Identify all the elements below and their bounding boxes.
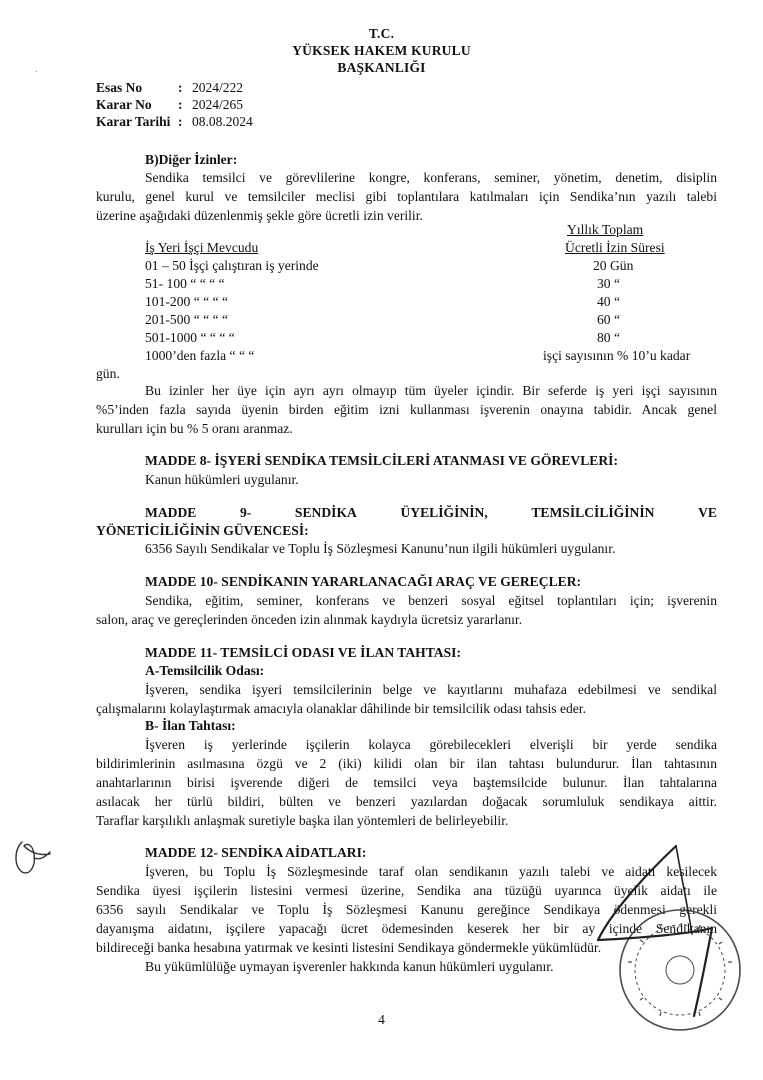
madde11-b-line1: İşveren iş yerlerinde işçilerin kolayca görebilecekleri elverişli bir yerde sendika <box>145 737 717 752</box>
madde9-heading-line2: YÖNETİCİLİĞİNİN GÜVENCESİ: <box>96 523 309 538</box>
madde10-body-line1: Sendika, eğitim, seminer, konferans ve benzeri sosyal eğitsel toplantıları için; işverenin <box>145 593 717 608</box>
madde11-a-line2: çalışmalarını kolaylaştırmak amacıyla olanaklar dâhilinde bir temsilcilik odası tahsis eder. <box>96 701 586 716</box>
madde9-word: TEMSİLCİLİĞİNİN <box>531 505 655 520</box>
meta-value: 2024/222 <box>192 80 244 95</box>
page-number: 4 <box>378 1012 385 1027</box>
madde12-line1: İşveren, bu Toplu İş Sözleşmesinde taraf olan sendikanın yazılı talebi ve aidatı kesilecek <box>145 864 717 879</box>
madde11-a-line1: İşveren, sendika işyeri temsilcilerinin belge ve kayıtlarını muhafaza edebilmesi ve sendikal <box>145 682 717 697</box>
meta-colon: : <box>178 114 183 129</box>
table-row-right: 20 Gün <box>593 258 634 273</box>
table-row-left: 01 – 50 İşçi çalıştıran iş yerinde <box>145 258 319 273</box>
header-presidency: BAŞKANLIĞI <box>337 60 426 75</box>
madde10-heading: MADDE 10- SENDİKANIN YARARLANACAĞI ARAÇ VE GEREÇLER: <box>145 574 582 589</box>
meta-label: Esas No <box>96 80 143 95</box>
meta-colon: : <box>178 80 183 95</box>
section-b-para2-line1: Bu izinler her üye için ayrı ayrı olmayıp tüm üyeler içindir. Bir seferde iş yeri işçi sayısının <box>145 383 717 398</box>
madde9-word: 9- <box>239 505 252 520</box>
madde11-sub-b: B- İlan Tahtası: <box>145 718 236 733</box>
meta-label: Karar No <box>96 97 152 112</box>
madde12-line5: bildireceği banka hesabına yatırmak ve kesinti listesini Sendikaya göndermekle yükümlüdür. <box>96 940 602 955</box>
madde11-heading: MADDE 11- TEMSİLCİ ODASI VE İLAN TAHTASI: <box>145 645 461 660</box>
table-row-right: işçi sayısının % 10’u kadar <box>543 348 691 363</box>
madde12-line4: dayanışma aidatını, işçilere yapacağı ücret ödemesinden keserek her bir ay içinde Sendikanın <box>96 921 717 936</box>
madde11-b-line2: bildirimlerinin asılmasına özgü ve 2 (iki) kilidi olan bir ilan tahtası bulundurur. İlan tahtasının <box>96 756 717 771</box>
madde9-word: ÜYELİĞİNİN, <box>400 505 488 520</box>
table-head-right-2: Ücretli İzin Süresi <box>565 240 665 255</box>
table-row-left: 201-500 “ “ “ “ <box>145 312 229 327</box>
table-row-right: 40 “ <box>597 294 621 309</box>
section-b-para2-line2: %5’inden fazla sayıda üyenin birden eğitim izni kullanması işverenin onayına tabidir. Ancak genel <box>96 402 717 417</box>
table-row-tail: gün. <box>96 366 120 381</box>
table-head-left: İş Yeri İşçi Mevcudu <box>145 240 259 255</box>
section-b-para2-line3: kurulları için bu % 5 oranı aranmaz. <box>96 421 293 436</box>
madde11-b-line3: anahtarlarının birisi işverende diğeri de temsilci veya baştemsilcide bulunur. İlan tahtalarına <box>96 775 717 790</box>
madde11-b-line4: asılacak her türlü bildiri, bülten ve benzeri yazılardan doğacak sorumluluk sendikaya aittir. <box>96 794 717 809</box>
madde9-word: SENDİKA <box>294 505 357 520</box>
table-row-left: 101-200 “ “ “ “ <box>145 294 229 309</box>
madde12-line3: 6356 sayılı Sendikalar ve Toplu İş Sözleşmesi Kanunu gereğince Sendikaya ödenmesi gerekli <box>96 902 717 917</box>
table-row-left: 51- 100 “ “ “ “ <box>145 276 225 291</box>
table-row-left: 501-1000 “ “ “ “ <box>145 330 235 345</box>
madde8-body: Kanun hükümleri uygulanır. <box>145 472 299 487</box>
header-tc: T.C. <box>368 26 395 41</box>
madde9-word: VE <box>698 505 717 520</box>
table-row-right: 60 “ <box>597 312 621 327</box>
meta-label: Karar Tarihi <box>96 114 171 129</box>
madde9-body: 6356 Sayılı Sendikalar ve Toplu İş Sözleşmesi Kanunu’nun ilgili hükümleri uygulanır. <box>145 541 616 556</box>
madde9-word: MADDE <box>145 505 197 520</box>
section-b-para1-line3: üzerine aşağıdaki düzenlenmiş şekle göre ücretli izin verilir. <box>96 208 423 223</box>
section-b-para1-line2: kurulu, genel kurul ve temsilciler meclisi gibi toplantılara katılmaları için Sendika’nın yazılı talebi <box>96 189 717 204</box>
madde10-body-line2: salon, araç ve gereçlerinden önceden izin alınmak kaydıyla ücretsiz yararlanır. <box>96 612 523 627</box>
table-head-right-1: Yıllık Toplam <box>567 222 644 237</box>
table-row-right: 30 “ <box>597 276 621 291</box>
section-b-para1-line1: Sendika temsilci ve görevlilerine kongre, konferans, seminer, yönetim, denetim, disiplin <box>145 170 717 185</box>
madde12-line2: Sendika üyesi işçilerin listesini vermesi üzerine, Sendika ana tüzüğü uyarınca üyelik aidatı ile <box>96 883 717 898</box>
meta-value: 2024/265 <box>192 97 244 112</box>
madde8-heading: MADDE 8- İŞYERİ SENDİKA TEMSİLCİLERİ ATANMASI VE GÖREVLERİ: <box>145 453 618 468</box>
madde12-heading: MADDE 12- SENDİKA AİDATLARI: <box>145 845 367 860</box>
meta-value: 08.08.2024 <box>192 114 253 129</box>
madde11-sub-a: A-Temsilcilik Odası: <box>145 663 265 678</box>
madde11-b-line5: Taraflar karşılıklı anlaşmak suretiyle başka ilan yöntemleri de belirleyebilir. <box>96 813 509 828</box>
meta-colon: : <box>178 97 183 112</box>
madde12-line6: Bu yükümlülüğe uymayan işverenler hakkında kanun hükümleri uygulanır. <box>145 959 554 974</box>
section-b-heading: B)Diğer İzinler: <box>145 152 238 167</box>
header-institution: YÜKSEK HAKEM KURULU <box>292 43 471 58</box>
table-row-left: 1000’den fazla “ “ “ <box>145 348 255 363</box>
table-row-right: 80 “ <box>597 330 621 345</box>
